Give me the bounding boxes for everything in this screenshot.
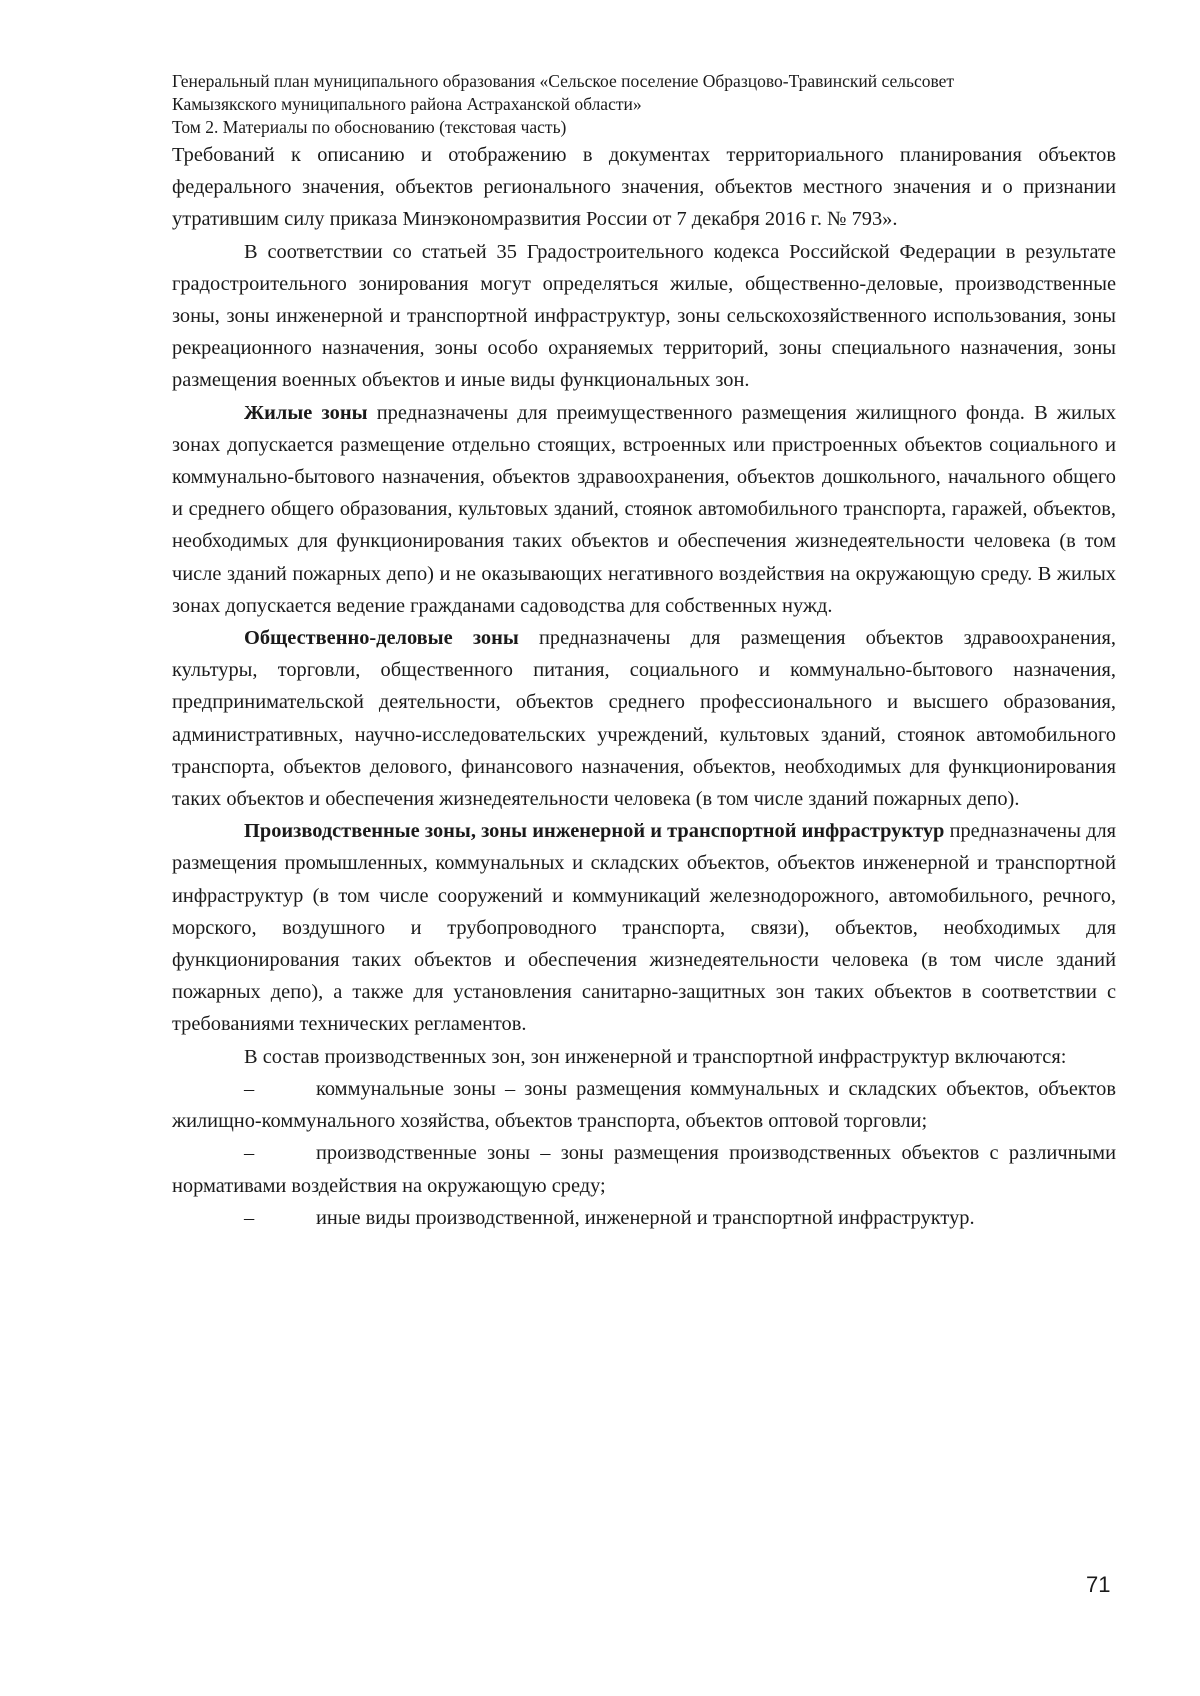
dash-marker: – <box>244 1077 255 1100</box>
paragraph-continuation: Требований к описанию и отображению в документах территориального планирования объектов федерального значения, объектов регионального значения, объектов местного значения и о признании утратившим силу приказа Минэкономразвития России от 7 декабря 2016 г. № 793». <box>172 144 1116 231</box>
list-item <box>172 1202 1116 1234</box>
list-item-text: коммунальные зоны – зоны размещения коммунальных и складских объектов, объектов жилищно-коммунального хозяйства, объектов транспорта, объектов оптовой торговли; <box>172 1077 1116 1133</box>
dash-marker: – <box>244 1142 255 1165</box>
public-business-zones-text: предназначены для размещения объектов здравоохранения, культуры, торговли, общественного питания, социального и коммунально-бытового назначения, предпринимательской деятельности, объектов среднего профессионального и высшего образования, административных, научно-исследовательских учреждений, культовых зданий, стоянок автомобильного транспорта, объектов делового, финансового назначения, объектов, необходимых для функционирования таких объектов и обеспечения жизнедеятельности человека (в том числе зданий пожарных депо). <box>172 627 1116 811</box>
running-header <box>172 70 1130 139</box>
list-item-text: иные виды производственной, инженерной и транспортной инфраструктур. <box>316 1206 975 1229</box>
header-line-3: Том 2. Материалы по обоснованию (текстовая часть) <box>172 117 567 137</box>
paragraph-production-zones <box>172 815 1116 1040</box>
paragraph-composition: В состав производственных зон, зон инженерной и транспортной инфраструктур включаются: <box>244 1045 1067 1068</box>
header-line-1: Генеральный план муниципального образования «Сельское поселение Образцово-Травинский сельсовет <box>172 71 955 91</box>
term-public-business-zones: Общественно-деловые зоны <box>244 627 519 650</box>
paragraph-residential-zones <box>172 397 1116 622</box>
term-residential-zones: Жилые зоны <box>244 401 368 424</box>
page-number: 71 <box>1086 1572 1111 1597</box>
production-zones-text: предназначены для размещения промышленных, коммунальных и складских объектов, объектов инженерной и транспортной инфраструктур (в том числе сооружений и коммуникаций железнодорожного, автомобильного, речного, морского, воздушного и трубопроводного транспорта, связи), объектов, необходимых для функционирования таких объектов и обеспечения жизнедеятельности человека (в том числе зданий пожарных депо), а также для установления санитарно-защитных зон таких объектов в соответствии с требованиями технических регламентов. <box>172 820 1117 1036</box>
paragraph-public-business-zones <box>172 622 1116 815</box>
dash-marker: – <box>244 1206 255 1229</box>
term-production-zones: Производственные зоны, зоны инженерной и транспортной инфраструктур <box>244 820 945 843</box>
residential-zones-text: предназначены для преимущественного размещения жилищного фонда. В жилых зонах допускается размещение отдельно стоящих, встроенных или пристроенных объектов социального и коммунально-бытового назначения, объектов здравоохранения, объектов дошкольного, начального общего и среднего общего образования, культовых зданий, стоянок автомобильного транспорта, гаражей, объектов, необходимых для функционирования таких объектов и обеспечения жизнедеятельности человека (в том числе зданий пожарных депо) и не оказывающих негативного воздействия на окружающую среду. В жилых зонах допускается ведение гражданами садоводства для собственных нужд. <box>172 401 1116 617</box>
body-text <box>172 139 1116 1234</box>
list-item <box>172 1073 1116 1137</box>
list-item <box>172 1137 1116 1201</box>
header-line-2: Камызякского муниципального района Астраханской области» <box>172 94 642 114</box>
paragraph-article-35: В соответствии со статьей 35 Градостроительного кодекса Российской Федерации в результате градостроительного зонирования могут определяться жилые, общественно-деловые, производственные зоны, зоны инженерной и транспортной инфраструктур, зоны сельскохозяйственного использования, зоны рекреационного назначения, зоны особо охраняемых территорий, зоны специального назначения, зоны размещения военных объектов и иные виды функциональных зон. <box>172 240 1116 392</box>
list-item-text: производственные зоны – зоны размещения производственных объектов с различными нормативами воздействия на окружающую среду; <box>172 1142 1116 1197</box>
